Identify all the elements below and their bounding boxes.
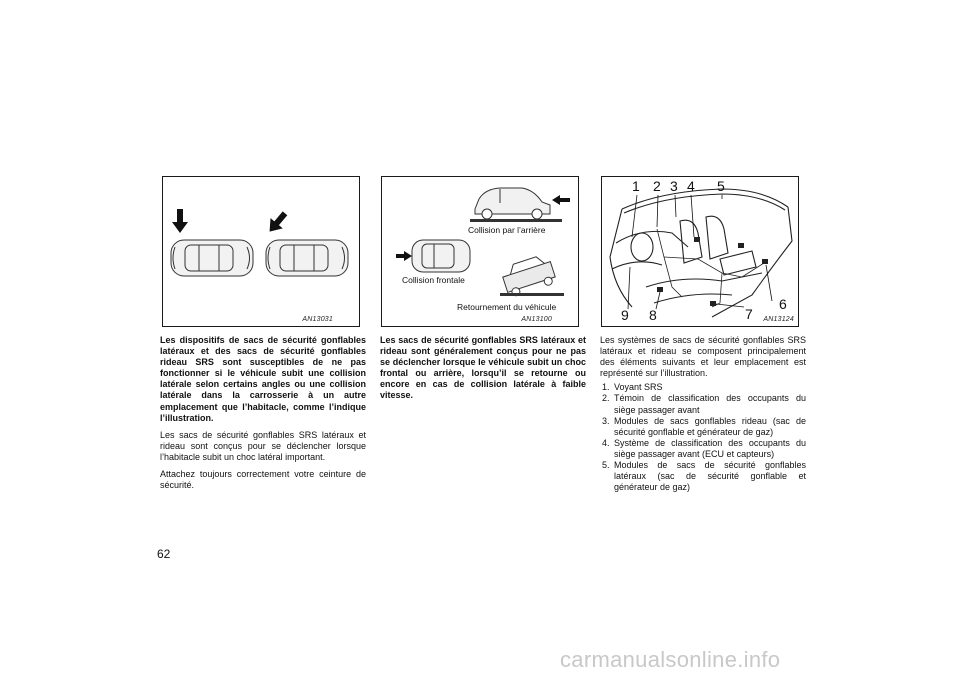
frontal-impact-arrow [396,251,412,261]
callout-5: 5 [717,178,725,194]
callout-7: 7 [745,306,753,322]
callout-2: 2 [653,178,661,194]
middle-text-column [380,335,586,402]
deployment-paragraph: Les sacs de sécurité gonflables SRS latéraux et rideau sont conçus pour se déclencher lorsque l’habitacle subit un choc latéral important. [160,429,366,462]
figure-code: AN13031 [302,316,333,323]
list-text: Modules de sacs de sécurité gonflables latéraux (sac de sécurité gonflable et générateur de gaz) [614,460,806,493]
figure-code: AN13124 [763,316,794,323]
component-list-item [600,416,806,438]
component-list-item [600,460,806,493]
list-number: 1. [602,382,610,393]
list-number: 3. [602,415,610,426]
car-side-view [475,188,550,219]
page-number: 62 [157,547,171,561]
car-rollover [500,253,557,298]
list-text: Modules de sacs gonflables rideau (sac de sécurité gonflable et générateur de gaz) [614,415,806,437]
wiring-harness [657,229,764,307]
label-rollover: Retournement du véhicule [457,302,557,312]
callout-3: 3 [670,178,678,194]
impact-arrow-diagonal [263,208,291,237]
ground-line-rollover [500,293,564,296]
impact-arrow-vertical [172,209,188,233]
ground-line-rear [470,219,562,222]
figure-collision-directions [381,176,579,327]
airbag-system-illustration [602,177,799,327]
label-rear-collision: Collision par l’arrière [468,225,546,235]
list-text: Voyant SRS [614,382,663,393]
car-top-view-frontal [412,240,470,272]
callout-6: 6 [779,296,787,312]
system-intro: Les systèmes de sacs de sécurité gonflables SRS latéraux et rideau se composent principalement des éléments suivants et leur emplacement est représenté sur l’illustration. [600,335,806,379]
non-deployment-note: Les sacs de sécurité gonflables SRS latéraux et rideau sont généralement conçus pour ne pas se déclencher lorsque le véhicule subit un choc frontal ou arrière, lorsqu’il se retourne ou encore en cas de collision latérale à faible vitesse. [380,335,586,401]
component-list-item [600,438,806,460]
left-text-column [160,335,366,491]
figure-side-impact [162,176,360,327]
rear-impact-arrow [552,195,570,205]
right-text-column [600,335,806,493]
cabin-outline [610,189,792,317]
callout-leader-lines [628,195,772,309]
side-impact-illustration [163,177,360,327]
car-top-view-left [171,240,253,276]
callout-9: 9 [621,307,629,323]
side-airbag-warning: Les dispositifs de sacs de sécurité gonflables latéraux et des sacs de sécurité gonflables rideau SRS sont susceptibles de ne pas fonctionner si le véhicule subit une collision latérale selon certains angles ou une collision latérale dans la carrosserie à un autre emplacement que l’habitacle, comme l’indique l’illustration. [160,335,366,423]
callout-1: 1 [632,178,640,194]
seatbelt-paragraph: Attachez toujours correctement votre ceinture de sécurité. [160,469,366,491]
list-text: Système de classification des occupants du siège passager avant (ECU et capteurs) [614,437,806,459]
watermark[interactable]: carmanualsonline.info [560,647,781,672]
label-frontal-collision: Collision frontale [402,275,465,285]
car-top-view-right [266,240,348,276]
component-list-item [600,382,806,393]
callout-4: 4 [687,178,695,194]
figure-airbag-system [601,176,799,327]
list-number: 4. [602,437,610,448]
figure-code: AN13100 [521,316,552,323]
callout-8: 8 [649,307,657,323]
list-number: 2. [602,393,610,404]
component-list-item [600,393,806,415]
list-number: 5. [602,460,610,471]
component-list [600,382,806,493]
list-text: Témoin de classification des occupants du siège passager avant [614,393,806,415]
